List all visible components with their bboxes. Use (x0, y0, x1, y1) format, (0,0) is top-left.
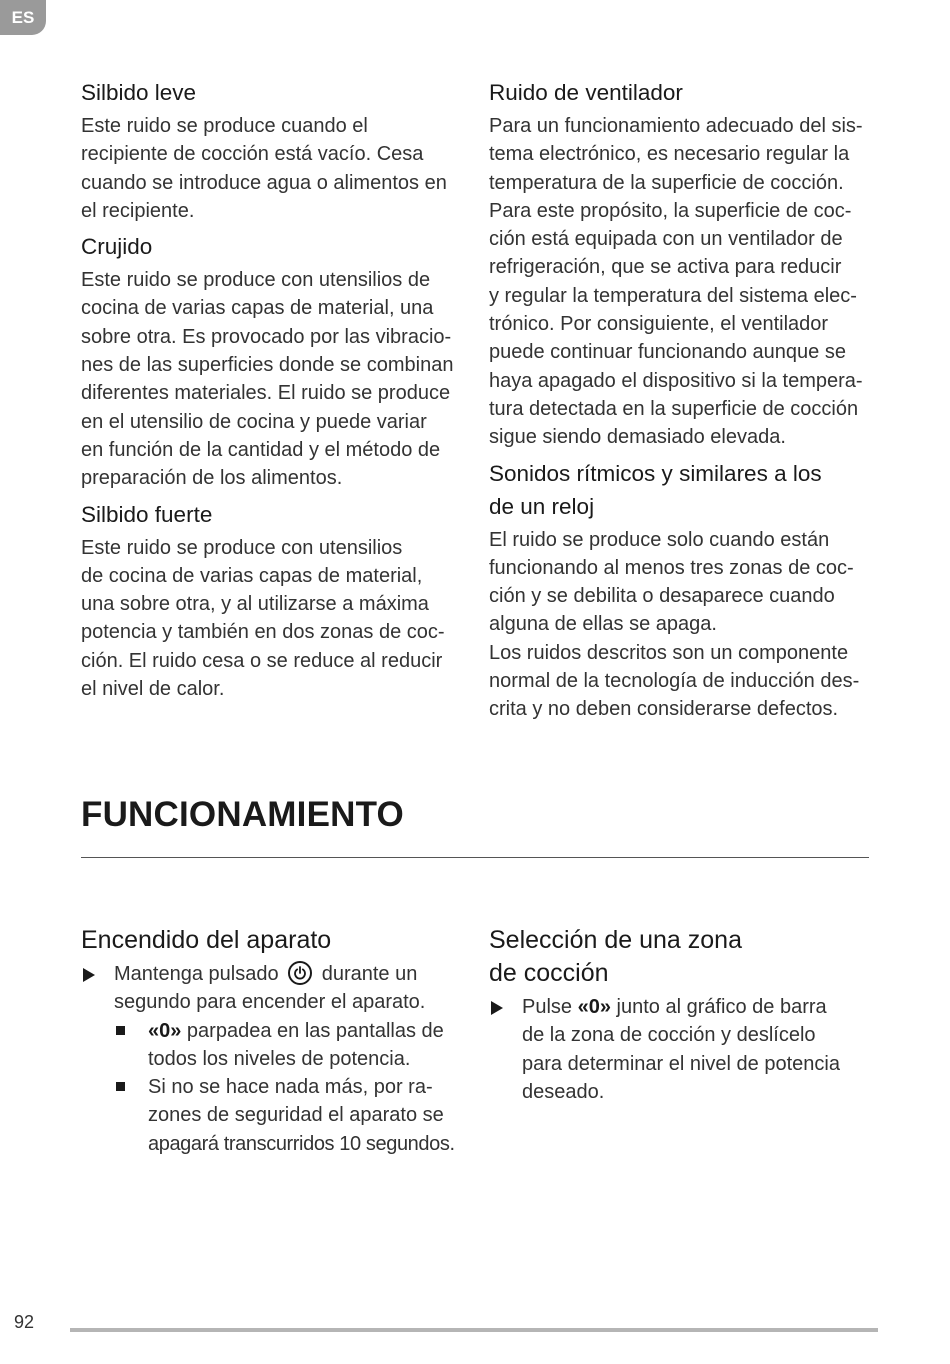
text-line: tema electrónico, es necesario regular la (489, 143, 850, 166)
bullet-line (148, 1017, 469, 1045)
text-line: Para este propósito, la superficie de coc- (489, 199, 852, 222)
section-body (81, 266, 469, 492)
subsection-heading (489, 924, 877, 990)
heading-line: de un reloj (489, 493, 595, 519)
text-line: funcionando al menos tres zonas de coc- (489, 556, 854, 579)
section-silbido-fuerte (81, 498, 469, 704)
text-line: Este ruido se produce cuando el (81, 115, 368, 137)
step-text: Pulse (522, 996, 578, 1018)
text-line: haya apagado el dispositivo si la tempera- (489, 369, 863, 392)
section-crujido (81, 230, 469, 492)
heading-line: Sonidos rítmicos y similares a los (489, 460, 822, 486)
arrow-bullet-icon (83, 968, 95, 982)
text-line: ción. El ruido cesa o se reduce al reducir (81, 649, 443, 672)
text-line: y regular la temperatura del sistema elec- (489, 284, 857, 307)
heading-line: Selección de una zona (489, 926, 742, 954)
section-body (489, 526, 877, 724)
section-heading: Silbido leve (81, 80, 197, 105)
square-bullet-icon (116, 1026, 125, 1035)
text-line: cuando se introduce agua o alimentos en (81, 171, 447, 194)
text-line: tura detectada en la superficie de cocción (489, 397, 859, 420)
step-line (114, 960, 469, 988)
seleccion-block (489, 924, 877, 1106)
text-line: refrigeración, que se activa para reducir (489, 256, 842, 279)
text-line: el nivel de calor. (81, 678, 225, 701)
section-body (81, 112, 469, 225)
instruction-step (489, 993, 877, 1106)
step-line: segundo para encender el aparato. (114, 991, 426, 1014)
footer-bar (70, 1328, 878, 1332)
instruction-step (81, 960, 469, 1017)
text-line: Este ruido se produce con utensilios de (81, 269, 431, 292)
text-line: nes de las superficies donde se combinan (81, 354, 454, 377)
text-line: normal de la tecnología de inducción des- (489, 670, 860, 693)
subsection-heading: Encendido del aparato (81, 926, 332, 954)
section-heading: Crujido (81, 234, 153, 260)
step-line: de la zona de cocción y deslícelo (522, 1024, 816, 1047)
step-text: junto al gráfico de barra (610, 996, 827, 1018)
text-line: trónico. Por consiguiente, el ventilador (489, 313, 829, 336)
text-line: Para un funcionamiento adecuado del sis- (489, 115, 863, 137)
arrow-bullet-icon (491, 1001, 503, 1015)
text-line: El ruido se produce solo cuando están (489, 528, 830, 551)
bullet-line: Si no se hace nada más, por ra- (148, 1076, 433, 1099)
square-bullet-icon (116, 1082, 125, 1091)
text-line: una sobre otra, y al utilizarse a máxima (81, 593, 429, 616)
section-ruido-ventilador (489, 76, 877, 452)
text-line: en función de la cantidad y el método de (81, 438, 441, 461)
bullet-line: zones de seguridad el aparato se (148, 1104, 444, 1127)
text-line: recipiente de cocción está vacío. Cesa (81, 143, 424, 166)
bullet-list (81, 1017, 469, 1158)
display-value: «0» (577, 996, 611, 1018)
text-line: Este ruido se produce con utensilios (81, 536, 403, 559)
left-column (81, 76, 469, 706)
section-silbido-leve (81, 76, 469, 225)
text-line: sigue siendo demasiado elevada. (489, 426, 786, 449)
page-number: 92 (14, 1312, 35, 1332)
text-line: potencia y también en dos zonas de coc- (81, 621, 445, 644)
bullet-text: parpadea en las pantallas de (181, 1019, 444, 1042)
heading-line: de cocción (489, 959, 609, 987)
text-line: ción y se debilita o desaparece cuando (489, 585, 835, 608)
text-line: el recipiente. (81, 199, 195, 222)
step-line: para determinar el nivel de potencia (522, 1052, 840, 1075)
text-line: diferentes materiales. El ruido se produce (81, 382, 451, 405)
language-badge: ES (0, 0, 46, 35)
text-line: alguna de ellas se apaga. (489, 613, 717, 636)
text-line: preparación de los alimentos. (81, 467, 343, 490)
section-divider (81, 857, 869, 858)
text-line: ción está equipada con un ventilador de (489, 228, 843, 251)
text-line: puede continuar funcionando aunque se (489, 341, 846, 364)
text-line: temperatura de la superficie de cocción. (489, 171, 844, 194)
section-body (81, 534, 469, 704)
section-sonidos-ritmicos (489, 457, 877, 724)
power-icon (288, 961, 312, 985)
encendido-block (81, 924, 469, 1158)
section-heading: Silbido fuerte (81, 501, 213, 527)
section-body (489, 112, 877, 452)
text-line: cocina de varias capas de material, una (81, 297, 434, 320)
text-line: sobre otra. Es provocado por las vibracio- (81, 325, 452, 348)
right-column (489, 76, 877, 727)
section-heading (489, 457, 877, 523)
step-text: durante un (321, 963, 418, 985)
text-line: crita y no deben considerarse defectos. (489, 698, 839, 721)
text-line: en el utensilio de cocina y puede variar (81, 410, 427, 433)
bullet-line: apagará transcurridos 10 segundos. (148, 1132, 455, 1155)
step-line: deseado. (522, 1080, 605, 1103)
page-section-title: FUNCIONAMIENTO (81, 795, 404, 834)
text-line: de cocina de varias capas de material, (81, 564, 423, 587)
step-line (522, 993, 877, 1021)
text-line: Los ruidos descritos son un componente (489, 641, 849, 664)
bullet-line: todos los niveles de potencia. (148, 1047, 411, 1070)
display-value: «0» (148, 1019, 182, 1042)
section-heading: Ruido de ventilador (489, 80, 683, 105)
list-item (81, 1017, 469, 1074)
step-text: Mantenga pulsado (114, 963, 279, 985)
list-item (81, 1073, 469, 1158)
